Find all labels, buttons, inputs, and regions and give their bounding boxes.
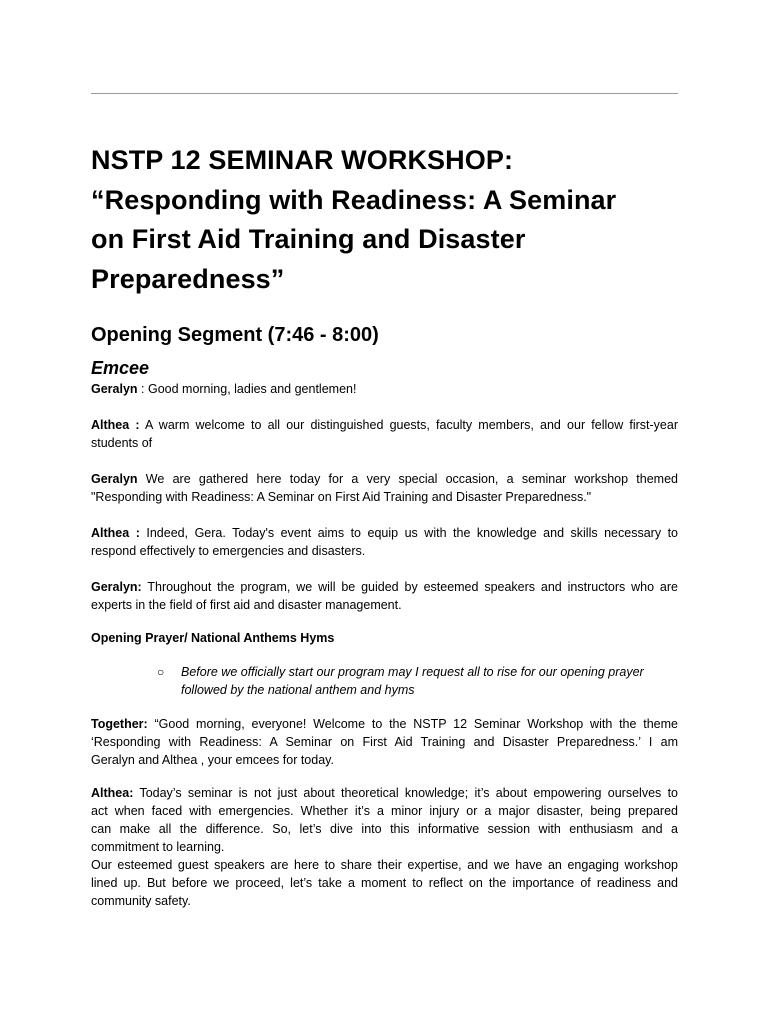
dialogue-text: : Good morning, ladies and gentlemen! <box>137 382 357 396</box>
dialogue-text: experts in the field of first aid and disaster management. <box>91 598 402 612</box>
dialogue-text: respond effectively to emergencies and disasters. <box>91 544 366 558</box>
bullet-text-line: followed by the national anthem and hyms <box>181 683 415 697</box>
dialogue-text: We are gathered here today for a very special occasion, a seminar workshop themed <box>137 472 678 486</box>
dialogue-text: A warm welcome to all our distinguished guests, faculty members, and our fellow first-year <box>139 418 678 432</box>
speaker-label: Althea : <box>91 418 140 432</box>
dialogue-together <box>91 715 678 769</box>
title-line: “Responding with Readiness: A Seminar <box>91 184 617 215</box>
dialogue-althea-2 <box>91 524 678 560</box>
speaker-label: Geralyn <box>91 472 138 486</box>
dialogue-text: ‘Responding with Readiness: A Seminar on First Aid Training and Disaster Preparedness.’ I am <box>91 735 678 749</box>
dialogue-text: Today’s seminar is not just about theoretical knowledge; it’s about empowering ourselves to <box>133 786 678 800</box>
speaker-label: Together: <box>91 717 148 731</box>
dialogue-text: Throughout the program, we will be guided by esteemed speakers and instructors who are <box>141 580 678 594</box>
speaker-label: Geralyn <box>91 382 138 396</box>
title-line: Preparedness” <box>91 263 285 294</box>
dialogue-althea-1 <box>91 416 678 452</box>
dialogue-text: Indeed, Gera. Today's event aims to equip us with the knowledge and skills necessary to <box>139 526 678 540</box>
dialogue-text: community safety. <box>91 894 191 908</box>
dialogue-geralyn-3 <box>91 578 678 614</box>
dialogue-text: Our esteemed guest speakers are here to share their expertise, and we have an engaging workshop <box>91 858 678 872</box>
dialogue-text: “Good morning, everyone! Welcome to the NSTP 12 Seminar Workshop with the theme <box>147 717 678 731</box>
dialogue-text: students of <box>91 436 153 450</box>
bullet-item <box>181 663 678 699</box>
dialogue-text: Geralyn and Althea , your emcees for today. <box>91 753 334 767</box>
dialogue-althea-closing <box>91 784 678 910</box>
dialogue-text: act when faced with emergencies. Whether it’s a minor injury or a major disaster, being prepared <box>91 804 678 818</box>
document-title <box>91 141 691 299</box>
prayer-heading <box>91 629 678 647</box>
segment-heading: Opening Segment (7:46 - 8:00) <box>91 324 379 346</box>
dialogue-text: lined up. But before we proceed, let’s take a moment to reflect on the importance of readiness and <box>91 876 678 890</box>
speaker-label: Althea : <box>91 526 140 540</box>
dialogue-text: "Responding with Readiness: A Seminar on First Aid Training and Disaster Preparedness." <box>91 490 592 504</box>
prayer-heading-text: Opening Prayer/ National Anthems Hyms <box>91 631 335 645</box>
title-line: NSTP 12 SEMINAR WORKSHOP: <box>91 145 514 175</box>
emcee-heading: Emcee <box>91 358 150 378</box>
bullet-text-line: Before we officially start our program may I request all to rise for our opening prayer <box>181 665 644 679</box>
speaker-label: Geralyn: <box>91 580 142 594</box>
bullet-circle-icon: ○ <box>157 665 165 679</box>
title-line: on First Aid Training and Disaster <box>91 224 526 254</box>
dialogue-geralyn-2 <box>91 470 678 506</box>
speaker-label: Althea: <box>91 786 134 800</box>
top-rule <box>91 93 678 94</box>
dialogue-text: can make all the difference. So, let’s dive into this informative session with enthusiasm and a <box>91 822 678 836</box>
dialogue-geralyn-1 <box>91 380 678 398</box>
dialogue-text: commitment to learning. <box>91 840 225 854</box>
